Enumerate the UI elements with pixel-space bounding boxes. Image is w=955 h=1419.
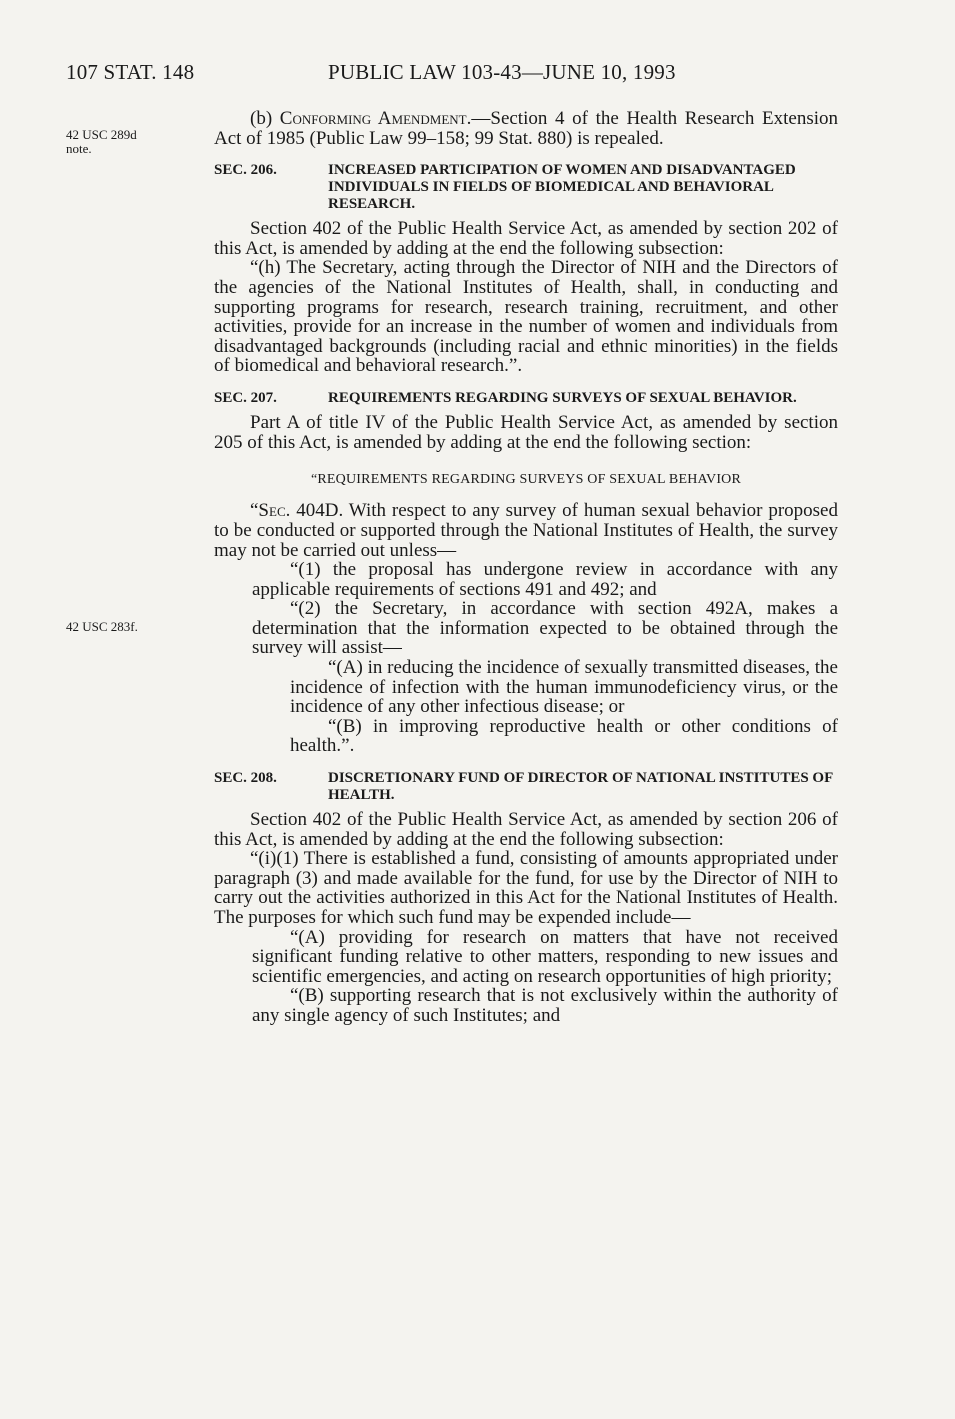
- sec207-title: REQUIREMENTS REGARDING SURVEYS OF SEXUAL BEHAVIOR.: [328, 389, 797, 406]
- stat-page-number: 107 STAT. 148: [66, 60, 195, 84]
- sec206-subsection-h: “(h) The Secretary, acting through the Director of NIH and the Directors of the agencies of the National Institutes of Health, shall, in conducting and supporting programs for research, research training, recruitment, and other activities, provide for an increase in the number of women and individuals from disadvantaged backgrounds (including racial and ethnic minorities) in the fields of biomedical and behavioral research.”.: [214, 257, 838, 377]
- sec404d-paragraph-1: “(1) the proposal has undergone review in accordance with any applicable requirements of sections 491 and 492; and: [252, 559, 838, 600]
- sec404d-subparagraph-a: “(A) in reducing the incidence of sexually transmitted diseases, the incidence of infection with the human immunodeficiency virus, or the incidence of any other infectious disease; or: [290, 657, 838, 718]
- margin-note-289d-line1: 42 USC 289d: [66, 127, 137, 142]
- sec208-number: SEC. 208.: [214, 770, 277, 787]
- subsection-title: Conforming Amendment.: [279, 108, 472, 129]
- sec208-subparagraph-a: “(A) providing for research on matters that have not received significant funding relative to other matters, responding to new issues and scientific emergencies, and acting on research opportunities of high priority;: [252, 926, 838, 987]
- sec205-subsection-b: [214, 109, 838, 148]
- sec208-subsection-i1: “(i)(1) There is established a fund, consisting of amounts appropriated under paragraph (3) and made available for the fund, for use by the Director of NIH to carry out the activities authorized in this Act for the National Institutes of Health. The purposes for which such fund may be expended include—: [214, 848, 838, 929]
- sec208-title: DISCRETIONARY FUND OF DIRECTOR OF NATIONAL INSTITUTES OF HEALTH.: [328, 770, 833, 804]
- document-body: [214, 109, 838, 1026]
- sec404d-body: With respect to any survey of human sexual behavior proposed to be conducted or supported through the National Institutes of Health, the survey may not be carried out unless—: [214, 500, 838, 561]
- sec207-intro: Part A of title IV of the Public Health Service Act, as amended by section 205 of this Act, is amended by adding at the end the following section:: [214, 411, 838, 453]
- margin-note-283f: 42 USC 283f.: [66, 619, 138, 634]
- sec207-number: SEC. 207.: [214, 389, 277, 406]
- sec206-number: SEC. 206.: [214, 162, 277, 179]
- public-law-title: PUBLIC LAW 103-43—JUNE 10, 1993: [328, 60, 676, 84]
- sec206-intro: Section 402 of the Public Health Service Act, as amended by section 202 of this Act, is amended by adding at the end the following subsection:: [214, 218, 838, 259]
- subsection-label: (b): [250, 108, 280, 129]
- sec404d-label: “Sec. 404D.: [250, 500, 344, 522]
- sec208-subparagraph-b: “(B) supporting research that is not exclusively within the authority of any single agency of such Institutes; and: [252, 985, 838, 1026]
- sec404d-text: [214, 501, 838, 560]
- margin-note-289d: [66, 128, 137, 156]
- sec404d-heading: “REQUIREMENTS REGARDING SURVEYS OF SEXUAL BEHAVIOR: [310, 472, 742, 488]
- sec207-heading: [214, 390, 838, 407]
- sec206-heading: [214, 162, 838, 213]
- sec208-heading: [214, 770, 838, 804]
- subsection-text: —Section 4 of the Health Research Extension Act of 1985 (Public Law 99–158; 99 Stat. 880) is repealed.: [214, 108, 838, 149]
- margin-note-289d-line2: note.: [66, 141, 92, 156]
- sec404d-subparagraph-b: “(B) in improving reproductive health or other conditions of health.”.: [290, 715, 838, 757]
- sec206-title: INCREASED PARTICIPATION OF WOMEN AND DISADVANTAGED INDIVIDUALS IN FIELDS OF BIOMEDICAL AND BEHAVIORAL RESEARCH.: [328, 162, 796, 213]
- sec404d-paragraph-2: “(2) the Secretary, in accordance with section 492A, makes a determination that the information expected to be obtained through the survey will assist—: [252, 598, 838, 659]
- sec208-intro: Section 402 of the Public Health Service Act, as amended by section 206 of this Act, is amended by adding at the end the following subsection:: [214, 809, 838, 850]
